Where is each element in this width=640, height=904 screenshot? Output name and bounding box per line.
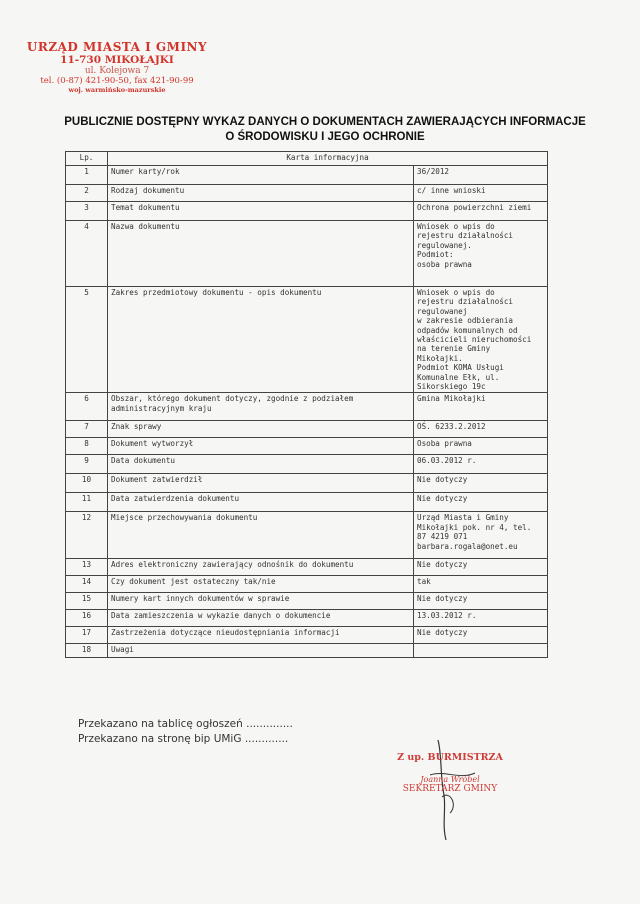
table-row — [66, 202, 548, 221]
table-row — [66, 221, 548, 287]
table-header-row — [66, 152, 548, 166]
header-card: Karta informacyjna — [108, 152, 548, 166]
row-value: 13.03.2012 r. — [414, 610, 548, 627]
row-value: 36/2012 — [414, 166, 548, 185]
table-row — [66, 627, 548, 644]
row-label: Czy dokument jest ostateczny tak/nie — [108, 576, 414, 593]
row-label: Numery kart innych dokumentów w sprawie — [108, 593, 414, 610]
row-label: Adres elektroniczny zawierający odnośnik do dokumentu — [108, 559, 414, 576]
table-row — [66, 185, 548, 202]
row-value: OŚ. 6233.2.2012 — [414, 421, 548, 438]
row-value: Nie dotyczy — [414, 474, 548, 493]
row-label: Zakres przedmiotowy dokumentu - opis dokumentu — [108, 287, 414, 393]
row-number: 11 — [66, 493, 108, 512]
row-number: 14 — [66, 576, 108, 593]
row-number: 17 — [66, 627, 108, 644]
row-label: Miejsce przechowywania dokumentu — [108, 512, 414, 559]
row-number: 16 — [66, 610, 108, 627]
row-label: Numer karty/rok — [108, 166, 414, 185]
row-value: Nie dotyczy — [414, 627, 548, 644]
signature-name: Joanna Wróbel — [420, 775, 480, 784]
row-value: c/ inne wnioski — [414, 185, 548, 202]
footer-bip-line: Przekazano na stronę bip UMiG ............. — [78, 733, 289, 745]
footer-board-line: Przekazano na tablicę ogłoszeń .............. — [78, 718, 293, 730]
stamp-line-4: tel. (0-87) 421-90-50, fax 421-90-99 — [40, 76, 194, 86]
row-number: 4 — [66, 221, 108, 287]
row-label: Data dokumentu — [108, 455, 414, 474]
row-label: Dokument wytworzył — [108, 438, 414, 455]
row-label: Obszar, którego dokument dotyczy, zgodnie z podziałem administracyjnym kraju — [108, 393, 414, 421]
row-label: Data zamieszczenia w wykazie danych o dokumencie — [108, 610, 414, 627]
row-number: 8 — [66, 438, 108, 455]
row-value: tak — [414, 576, 548, 593]
row-label: Uwagi — [108, 644, 414, 658]
signature-stamp — [380, 752, 520, 794]
table-row — [66, 593, 548, 610]
signature-title: SEKRETARZ GMINY — [402, 784, 498, 794]
office-stamp — [22, 40, 212, 94]
table-row — [66, 576, 548, 593]
table-row — [66, 421, 548, 438]
table-row — [66, 393, 548, 421]
stamp-line-2: 11-730 MIKOŁAJKI — [60, 54, 174, 66]
row-value: Nie dotyczy — [414, 559, 548, 576]
document-heading: PUBLICZNIE DOSTĘPNY WYKAZ DANYCH O DOKUMENTACH ZAWIERAJĄCYCH INFORMACJE O ŚRODOWISKU I JEGO OCHRONIE — [64, 116, 586, 143]
row-value: Wniosek o wpis do rejestru działalności regulowanej. Podmiot: osoba prawna — [414, 221, 548, 287]
row-number: 5 — [66, 287, 108, 393]
table-row — [66, 610, 548, 627]
table-row — [66, 512, 548, 559]
table-row — [66, 287, 548, 393]
row-value: Nie dotyczy — [414, 493, 548, 512]
table-row — [66, 493, 548, 512]
row-label: Nazwa dokumentu — [108, 221, 414, 287]
row-value: Ochrona powierzchni ziemi — [414, 202, 548, 221]
row-number: 3 — [66, 202, 108, 221]
row-label: Znak sprawy — [108, 421, 414, 438]
row-number: 10 — [66, 474, 108, 493]
row-value: Nie dotyczy — [414, 593, 548, 610]
row-label: Dokument zatwierdził — [108, 474, 414, 493]
table-row — [66, 559, 548, 576]
row-label: Zastrzeżenia dotyczące nieudostępniania informacji — [108, 627, 414, 644]
table-row — [66, 166, 548, 185]
signature-line-1: Z up. BURMISTRZA — [397, 752, 503, 763]
info-card-table — [65, 151, 548, 658]
stamp-line-3: ul. Kolejowa 7 — [84, 66, 150, 76]
header-lp: Lp. — [66, 152, 108, 166]
row-number: 6 — [66, 393, 108, 421]
stamp-line-1: URZĄD MIASTA I GMINY — [26, 40, 208, 54]
stamp-line-5: woj. warmińsko-mazurskie — [68, 86, 166, 94]
row-value: 06.03.2012 r. — [414, 455, 548, 474]
row-number: 15 — [66, 593, 108, 610]
row-number: 9 — [66, 455, 108, 474]
row-number: 1 — [66, 166, 108, 185]
row-label: Temat dokumentu — [108, 202, 414, 221]
row-value: Urząd Miasta i Gminy Mikołajki pok. nr 4, tel. 87 4219 071 barbara.rogala@onet.eu — [414, 512, 548, 559]
row-number: 12 — [66, 512, 108, 559]
row-value — [414, 644, 548, 658]
row-label: Rodzaj dokumentu — [108, 185, 414, 202]
row-value: Osoba prawna — [414, 438, 548, 455]
row-value: Gmina Mikołajki — [414, 393, 548, 421]
table-row — [66, 644, 548, 658]
row-label: Data zatwierdzenia dokumentu — [108, 493, 414, 512]
row-value: Wniosek o wpis do rejestru działalności regulowanej w zakresie odbierania odpadów komunalnych od właścicieli nieruchomości na terenie Gminy Mikołajki. Podmiot KOMA Usługi Komunalne Ełk, ul. Sikorskiego 19c — [414, 287, 548, 393]
table-row — [66, 455, 548, 474]
row-number: 13 — [66, 559, 108, 576]
row-number: 2 — [66, 185, 108, 202]
table-row — [66, 438, 548, 455]
row-number: 18 — [66, 644, 108, 658]
table-row — [66, 474, 548, 493]
row-number: 7 — [66, 421, 108, 438]
